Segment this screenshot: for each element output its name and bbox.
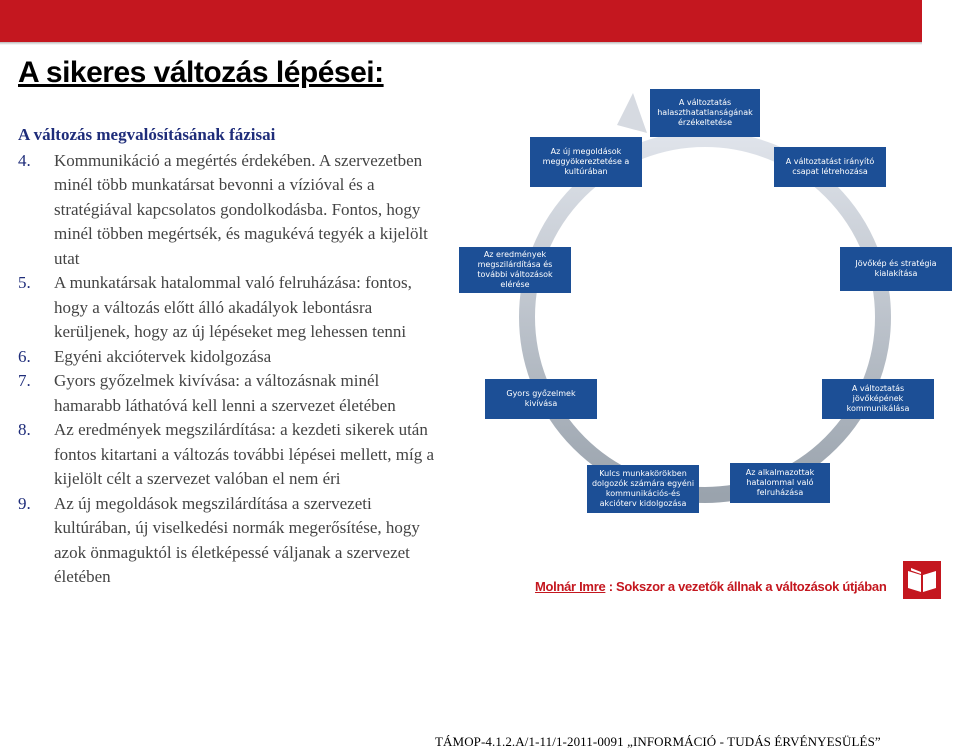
step-text: Gyors győzelmek kivívása: a változásnak minél hamarabb láthatóvá kell lenni a szervezet életében bbox=[54, 371, 396, 415]
slide-title: A sikeres változás lépései: bbox=[18, 56, 384, 89]
step-item bbox=[18, 271, 438, 345]
cycle-node bbox=[459, 247, 571, 293]
step-item bbox=[18, 492, 438, 590]
steps-list bbox=[18, 149, 438, 590]
cycle-circle bbox=[527, 139, 883, 495]
step-item bbox=[18, 369, 438, 418]
step-number: 5. bbox=[18, 273, 31, 292]
cycle-node bbox=[587, 465, 699, 513]
cycle-arrow-head bbox=[617, 93, 647, 133]
step-number: 4. bbox=[18, 150, 31, 170]
step-number: 9. bbox=[18, 493, 31, 513]
cycle-node-label: Jövőkép és stratégia kialakítása bbox=[855, 259, 937, 278]
cycle-node-label: Az alkalmazottak hatalommal való felruházása bbox=[745, 468, 815, 497]
step-text: A munkatársak hatalommal való felruházása: fontos, hogy a változás előtt álló akadályok lebontásra kerüljenek, hogy az új lépéseket meg lehessen tenni bbox=[54, 273, 412, 341]
quote-text: : Sokszor a vezetők állnak a változások útjában bbox=[605, 579, 887, 594]
cycle-node-label: A változtatást irányító csapat létrehozása bbox=[785, 157, 875, 176]
cycle-node bbox=[485, 379, 597, 419]
book-logo-icon bbox=[903, 561, 941, 599]
change-cycle-diagram bbox=[455, 85, 960, 535]
cycle-node bbox=[650, 89, 760, 137]
cycle-node bbox=[822, 379, 934, 419]
step-number: 7. bbox=[18, 371, 31, 390]
step-item bbox=[18, 149, 438, 272]
cycle-node-label: A változtatás halaszthatatlanságának érzékeltetése bbox=[657, 98, 753, 127]
cycle-node bbox=[840, 247, 952, 291]
step-item bbox=[18, 345, 438, 370]
top-bar-shadow bbox=[0, 42, 922, 45]
cycle-node bbox=[730, 463, 830, 503]
step-text: Egyéni akciótervek kidolgozása bbox=[54, 346, 272, 366]
author-name: Molnár Imre bbox=[535, 579, 606, 594]
corner-white-square bbox=[930, 0, 960, 42]
cycle-node bbox=[530, 137, 642, 187]
top-red-bar bbox=[0, 0, 922, 42]
step-text: Az új megoldások megszilárdítása a szervezeti kultúrában, új viselkedési normák megerősítése, hogy azok önmaguktól is életképessé váljanak a szervezet életében bbox=[54, 493, 420, 586]
cycle-node-label: Az eredmények megszilárdítása és további változások elérése bbox=[477, 250, 553, 289]
phases-subtitle: A változás megvalósításának fázisai bbox=[18, 125, 276, 144]
steps-column bbox=[18, 123, 438, 590]
step-text: Kommunikáció a megértés érdekében. A szervezetben minél több munkatársat bevonni a vízióval és a stratégiával kapcsolatos gondolkodásba. Fontos, hogy minél többen megértsék, és magukévá tegyék a kijelölt utat bbox=[54, 150, 428, 268]
author-quote bbox=[535, 579, 887, 594]
step-item bbox=[18, 418, 438, 492]
cycle-node bbox=[774, 147, 886, 187]
cycle-node-label: Gyors győzelmek kivívása bbox=[506, 389, 576, 408]
footer-project-id: TÁMOP-4.1.2.A/1-11/1-2011-0091 „INFORMÁCIÓ - TUDÁS ÉRVÉNYESÜLÉS” bbox=[435, 734, 881, 749]
step-number: 8. bbox=[18, 420, 31, 439]
cycle-node-label: Kulcs munkakörökben dolgozók számára egyéni kommunikációs-és akcióterv kidolgozása bbox=[591, 469, 695, 508]
cycle-node-label: A változtatás jövőképének kommunikálása bbox=[846, 384, 910, 413]
step-number: 6. bbox=[18, 346, 31, 366]
step-text: Az eredmények megszilárdítása: a kezdeti sikerek után fontos kitartani a változás további lépései mellett, míg a kijelölt célt a szervezet valóban el nem éri bbox=[54, 420, 435, 488]
cycle-node-label: Az új megoldások meggyökereztetése a kultúrában bbox=[542, 147, 630, 176]
